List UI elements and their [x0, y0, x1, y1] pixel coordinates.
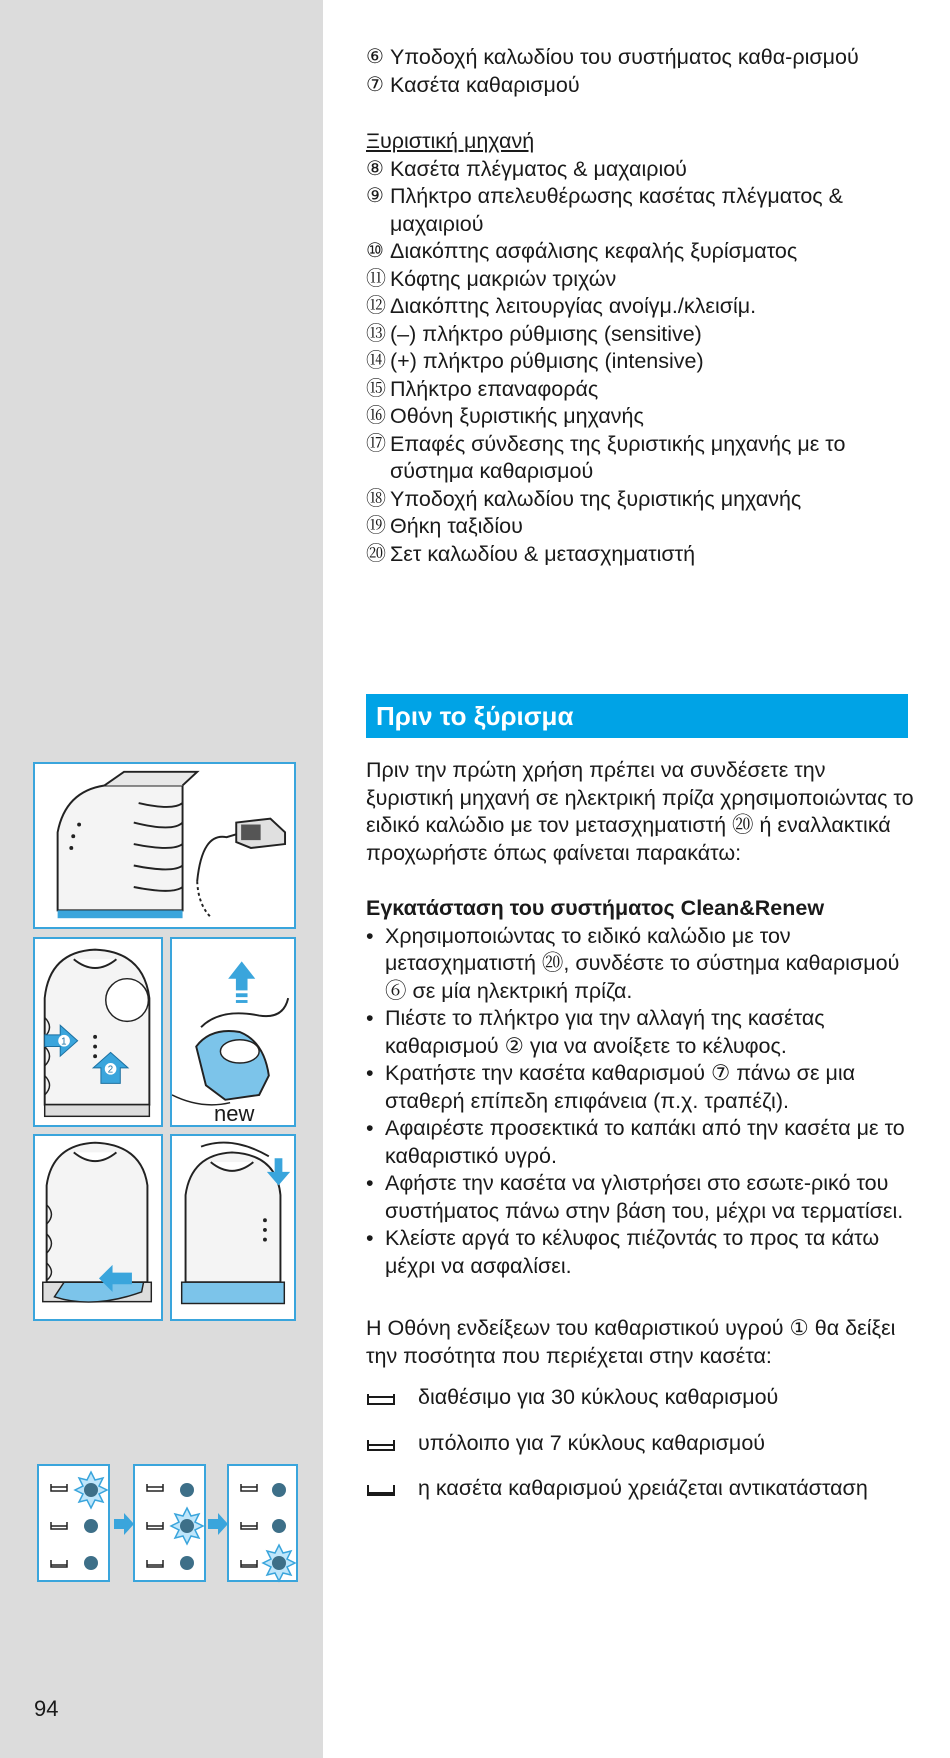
- fill-level-label: η κασέτα καθαρισμού χρειάζεται αντικατάσταση: [418, 1476, 868, 1500]
- list-item: [366, 44, 916, 72]
- part-label: Υποδοχή καλωδίου του συστήματος καθα-ρισμού: [390, 45, 859, 69]
- before-shaving-section: [366, 757, 916, 1521]
- step-text: Πιέστε το πλήκτρο για την αλλαγή της κασέτας καθαρισμού ② για να ανοίξετε το κέλυφος.: [385, 1006, 825, 1058]
- step-text: Αφήστε την κασέτα να γλιστρήσει στο εσωτε-ρικό του συστήματος πάνω στην βάση του, μέχρι να τερματίσει.: [385, 1171, 904, 1223]
- list-item: [366, 238, 916, 266]
- list-item: [366, 1384, 916, 1416]
- list-item: [366, 431, 916, 486]
- part-label: Κασέτα καθαρισμού: [390, 72, 580, 97]
- list-item: [366, 156, 916, 184]
- page-number: 94: [34, 1696, 59, 1721]
- bullet: •: [366, 923, 374, 948]
- new-cartridge-label: new: [214, 1101, 255, 1126]
- part-number: ⑨: [366, 185, 384, 207]
- part-number: ⑮: [366, 377, 386, 400]
- part-label: Επαφές σύνδεσης της ξυριστικής μηχανής με το σύστημα καθαρισμού: [390, 431, 846, 483]
- led-panel-full: [37, 1464, 110, 1582]
- part-number: ⑦: [366, 73, 384, 96]
- close-housing-illustration: [172, 1136, 294, 1319]
- led-full-illustration: [39, 1466, 112, 1584]
- part-label: Σετ καλωδίου & μετασχηματιστή: [390, 541, 696, 566]
- part-number: ⑭: [366, 350, 386, 372]
- list-item: [366, 266, 916, 294]
- part-number: ⑯: [366, 405, 386, 427]
- list-item: [366, 541, 916, 569]
- list-item: [366, 486, 916, 514]
- list-item: [366, 1225, 916, 1280]
- part-label: Υποδοχή καλωδίου της ξυριστικής μηχανής: [390, 486, 802, 511]
- insert-cartridge-illustration: [35, 1136, 161, 1319]
- section-title: Πριν το ξύρισμα: [366, 694, 908, 738]
- list-item: [366, 321, 916, 349]
- led-panel-empty: [227, 1464, 298, 1582]
- figure-new-cartridge: [170, 937, 296, 1127]
- list-item: [366, 1430, 916, 1462]
- arrow-right-icon: [208, 1513, 228, 1535]
- list-item: [366, 1005, 916, 1060]
- parts-legend: [366, 44, 916, 568]
- station-plug-illustration: [35, 764, 294, 927]
- part-label: Διακόπτης ασφάλισης κεφαλής ξυρίσματος: [390, 239, 798, 263]
- fill-level-label: υπόλοιπο για 7 κύκλους καθαρισμού: [418, 1430, 766, 1455]
- cartridge-hand-illustration: [172, 939, 294, 1125]
- bullet: •: [366, 1006, 374, 1030]
- step-1-label: 1: [61, 1036, 67, 1048]
- step-text: Αφαιρέστε προσεκτικά το καπάκι από την κασέτα με το καθαριστικό υγρό.: [385, 1116, 905, 1168]
- figure-open-station: [33, 937, 163, 1127]
- figure-station-plugged-in: [33, 762, 296, 929]
- list-item: [366, 183, 916, 238]
- part-label: Οθόνη ξυριστικής μηχανής: [390, 404, 644, 428]
- part-label: Διακόπτης λειτουργίας ανοίγμ./κλεισίμ.: [390, 294, 757, 318]
- part-number: ⑩: [366, 240, 384, 262]
- fill-level-list: [366, 1384, 916, 1507]
- list-item: [366, 403, 916, 431]
- part-number: ⑱: [366, 487, 386, 510]
- list-item: [366, 293, 916, 321]
- half-tank-icon: [366, 1430, 418, 1462]
- part-label: Πλήκτρο απελευθέρωσης κασέτας πλέγματος & μαχαιριού: [390, 184, 843, 236]
- led-empty-illustration: [229, 1466, 300, 1584]
- step-text: Κλείστε αργά το κέλυφος πιέζοντάς το προς τα κάτω μέχρι να ασφαλίσει.: [385, 1226, 880, 1278]
- station-parts-list: [366, 44, 916, 99]
- bullet: •: [366, 1226, 374, 1250]
- part-number: ⑳: [366, 542, 386, 565]
- part-number: ⑬: [366, 322, 386, 345]
- full-tank-icon: [366, 1384, 418, 1416]
- fill-level-paragraph: Η Οθόνη ενδείξεων του καθαριστικού υγρού ① θα δείξει την ποσότητα που περιέχεται στην κασέτα:: [366, 1316, 896, 1368]
- list-item: [366, 1170, 916, 1225]
- shaver-parts-list: [366, 156, 916, 569]
- list-item: [366, 513, 916, 541]
- part-label: Κόφτης μακριών τριχών: [390, 266, 617, 291]
- empty-tank-icon: [366, 1475, 418, 1507]
- part-label: (–) πλήκτρο ρύθμισης (sensitive): [390, 321, 702, 346]
- bullet: •: [366, 1116, 374, 1140]
- part-number: ⑥: [366, 46, 384, 68]
- figure-insert-cartridge: [33, 1134, 163, 1321]
- open-station-illustration: [35, 939, 161, 1125]
- list-item: [366, 1475, 916, 1507]
- part-label: Κασέτα πλέγματος & μαχαιριού: [390, 156, 687, 181]
- shaver-heading: Ξυριστική μηχανή: [366, 129, 535, 153]
- bullet: •: [366, 1171, 374, 1195]
- install-heading: Εγκατάσταση του συστήματος Clean&Renew: [366, 896, 825, 920]
- list-item: [366, 923, 916, 1006]
- part-number: ⑫: [366, 295, 386, 317]
- part-label: (+) πλήκτρο ρύθμισης (intensive): [390, 349, 704, 373]
- step-2-label: 2: [107, 1064, 114, 1076]
- intro-paragraph: Πριν την πρώτη χρήση πρέπει να συνδέσετε την ξυριστική μηχανή σε ηλεκτρική πρίζα χρησιμοποιώντας το ειδικό καλώδιο με τον μετασχηματιστή ⑳ ή εναλλακτικά προχωρήστε όπως φαίνεται παρακάτω:: [366, 758, 914, 865]
- fill-level-label: διαθέσιμο για 30 κύκλους καθαρισμού: [418, 1385, 779, 1409]
- step-text: Κρατήστε την κασέτα καθαρισμού ⑦ πάνω σε μια σταθερή επίπεδη επιφάνεια (π.χ. τραπέζι).: [385, 1061, 856, 1113]
- bullet: •: [366, 1061, 374, 1085]
- part-number: ⑧: [366, 157, 384, 180]
- part-label: Θήκη ταξιδίου: [390, 514, 523, 538]
- install-steps-list: [366, 923, 916, 1281]
- part-label: Πλήκτρο επαναφοράς: [390, 376, 599, 401]
- list-item: [366, 348, 916, 376]
- part-number: ⑲: [366, 515, 386, 537]
- arrow-right-icon: [114, 1513, 134, 1535]
- list-item: [366, 376, 916, 404]
- part-number: ⑰: [366, 432, 386, 455]
- figure-close-housing: [170, 1134, 296, 1321]
- list-item: [366, 1115, 916, 1170]
- list-item: [366, 1060, 916, 1115]
- led-panel-half: [133, 1464, 206, 1582]
- list-item: [366, 72, 916, 100]
- part-number: ⑪: [366, 267, 386, 290]
- step-text: Χρησιμοποιώντας το ειδικό καλώδιο με τον μετασχηματιστή ⑳, συνδέστε το σύστημα καθαρισμού ⑥ σε μία ηλεκτρική πρίζα.: [385, 923, 900, 1003]
- led-half-illustration: [135, 1466, 208, 1584]
